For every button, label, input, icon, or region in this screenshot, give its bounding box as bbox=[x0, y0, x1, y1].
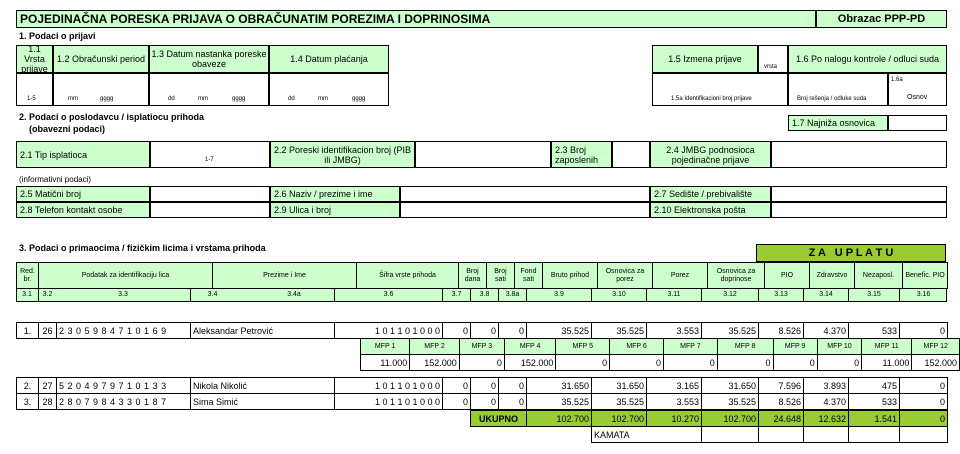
kamata-cell[interactable] bbox=[804, 427, 849, 443]
row-ime: Sima Simić bbox=[191, 394, 335, 410]
field-1-2-input[interactable] bbox=[53, 73, 149, 106]
col-nezaposl: Nezaposl. bbox=[855, 263, 903, 289]
kamata-cell[interactable] bbox=[702, 427, 759, 443]
mfp-label: MFP 8 bbox=[717, 339, 773, 355]
totals-table bbox=[470, 410, 948, 427]
mfp-value: 0 bbox=[459, 355, 504, 371]
field-2-1-label: 2.1 Tip isplatioca bbox=[16, 141, 150, 168]
code-3-15: 3.15 bbox=[848, 288, 899, 302]
field-2-9-input[interactable] bbox=[400, 202, 650, 218]
code-3-8a: 3.8a bbox=[498, 288, 526, 302]
field-1-6-broj-input[interactable] bbox=[788, 73, 888, 106]
total-porez: 10.270 bbox=[647, 411, 702, 427]
row-rb: 1. bbox=[17, 323, 39, 339]
field-2-10-input[interactable] bbox=[771, 202, 947, 218]
hint-dd: dd bbox=[168, 96, 175, 102]
mfp-label: MFP 12 bbox=[912, 339, 960, 355]
mfp-value: 11.000 bbox=[361, 355, 410, 371]
field-2-7-input[interactable] bbox=[771, 186, 947, 202]
mfp-label: MFP 3 bbox=[459, 339, 504, 355]
col-red-br: Red. br. bbox=[17, 263, 39, 289]
row-id: 5 2 0 4 9 7 9 7 1 0 1 3 3 bbox=[57, 378, 191, 394]
field-1-6a-input[interactable] bbox=[888, 73, 947, 106]
total-osn-porez: 102.700 bbox=[592, 411, 647, 427]
hint-mm: mm bbox=[198, 96, 208, 102]
col-sifra: Šifra vrste prihoda bbox=[357, 263, 459, 289]
field-1-7-input[interactable] bbox=[888, 115, 947, 131]
hint-gggg: gggg bbox=[232, 96, 246, 102]
code-3-16: 3.16 bbox=[899, 288, 947, 302]
col-identifikacija: Podatak za identifikaciju lica bbox=[39, 263, 213, 289]
row-nezaposl: 533 bbox=[849, 323, 900, 339]
row-n: 26 bbox=[39, 323, 57, 339]
section1-heading: 1. Podaci o prijavi bbox=[19, 31, 96, 41]
mfp-value: 152.000 bbox=[504, 355, 555, 371]
code-3-11: 3.11 bbox=[646, 288, 701, 302]
section2-heading: 2. Podaci o poslodavcu / isplatiocu prihoda bbox=[19, 112, 205, 122]
mfp-label: MFP 1 bbox=[361, 339, 410, 355]
row-dana: 0 bbox=[443, 323, 471, 339]
field-1-4-label: 1.4 Datum plaćanja bbox=[269, 45, 389, 73]
row-id: 2 3 0 5 9 8 4 7 1 0 1 6 9 bbox=[57, 323, 191, 339]
field-2-8-label: 2.8 Telefon kontakt osobe bbox=[16, 202, 150, 218]
hint-1-7: 1-7 bbox=[205, 157, 214, 163]
mfp-label: MFP 10 bbox=[817, 339, 861, 355]
hint-gggg: gggg bbox=[100, 96, 114, 102]
col-benefic-pio: Benefic. PIO bbox=[903, 263, 948, 289]
field-1-3-input[interactable] bbox=[149, 73, 269, 106]
total-bruto: 102.700 bbox=[527, 411, 592, 427]
code-3-6: 3.6 bbox=[334, 288, 442, 302]
field-2-10-label: 2.10 Elektronska pošta bbox=[650, 202, 771, 218]
field-1-3-label: 1.3 Datum nastanka poreske obaveze bbox=[149, 45, 269, 73]
field-2-5-input[interactable] bbox=[150, 186, 270, 202]
hint-dd: dd bbox=[288, 96, 295, 102]
row-nezaposl: 475 bbox=[849, 378, 900, 394]
row-osn-dop: 35.525 bbox=[702, 394, 759, 410]
field-2-5-label: 2.5 Matični broj bbox=[16, 186, 150, 202]
code-3-14: 3.14 bbox=[803, 288, 848, 302]
row-fond: 0 bbox=[499, 394, 527, 410]
row-osn-porez: 31.650 bbox=[592, 378, 647, 394]
code-3-1: 3.1 bbox=[22, 291, 32, 298]
section2-heading-sub: (obavezni podaci) bbox=[29, 124, 106, 134]
col-bruto: Bruto prihod bbox=[543, 263, 598, 289]
info-label: (informativni podaci) bbox=[19, 175, 92, 184]
total-osn-dop: 102.700 bbox=[702, 411, 759, 427]
code-3-12: 3.12 bbox=[701, 288, 758, 302]
row-zdravstvo: 4.370 bbox=[804, 323, 849, 339]
row-sati: 0 bbox=[471, 378, 499, 394]
row-bruto: 35.525 bbox=[527, 323, 592, 339]
hint-gggg: gggg bbox=[352, 96, 366, 102]
form-name: Obrazac PPP-PD bbox=[816, 10, 947, 28]
col-porez: Porez bbox=[653, 263, 708, 289]
row-fond: 0 bbox=[499, 378, 527, 394]
section3-heading: 3. Podaci o primaocima / fizičkim licima i vrstama prihoda bbox=[19, 243, 266, 253]
row-benefic: 0 bbox=[900, 323, 948, 339]
row-sati: 0 bbox=[471, 394, 499, 410]
col-osnovica-porez: Osnovica za porez bbox=[598, 263, 653, 289]
row-pio: 8.526 bbox=[759, 394, 804, 410]
mfp-label: MFP 4 bbox=[504, 339, 555, 355]
row-bruto: 31.650 bbox=[527, 378, 592, 394]
ukupno-label: UKUPNO bbox=[471, 411, 527, 427]
row-n: 28 bbox=[39, 394, 57, 410]
row-osn-dop: 35.525 bbox=[702, 323, 759, 339]
row-zdravstvo: 3.893 bbox=[804, 378, 849, 394]
mfp-value: 0 bbox=[817, 355, 861, 371]
row-zdravstvo: 4.370 bbox=[804, 394, 849, 410]
field-2-6-input[interactable] bbox=[400, 186, 650, 202]
col-prezime-ime: Prezime i Ime bbox=[213, 263, 357, 289]
row-osn-porez: 35.525 bbox=[592, 394, 647, 410]
field-1-5a-input[interactable] bbox=[652, 73, 788, 106]
row-nezaposl: 533 bbox=[849, 394, 900, 410]
code-3-10: 3.10 bbox=[591, 288, 646, 302]
row-ime: Nikola Nikolić bbox=[191, 378, 335, 394]
field-2-7-label: 2.7 Sedište / prebivalište bbox=[650, 186, 771, 202]
field-2-4-input[interactable] bbox=[771, 141, 947, 168]
field-1-6-label: 1.6 Po nalogu kontrole / odluci suda bbox=[788, 45, 947, 73]
mfp-label: MFP 7 bbox=[663, 339, 717, 355]
kamata-cell[interactable] bbox=[900, 427, 948, 443]
mfp-value: 0 bbox=[556, 355, 610, 371]
field-1-7-label: 1.7 Najniža osnovica bbox=[788, 115, 888, 131]
mfp-table bbox=[360, 338, 960, 371]
row-sifra: 1 0 1 1 0 1 0 0 0 bbox=[335, 323, 443, 339]
mfp-label: MFP 5 bbox=[556, 339, 610, 355]
hint-vrsta: vrsta bbox=[764, 64, 778, 70]
row-ime: Aleksandar Petrović bbox=[191, 323, 335, 339]
row-pio: 8.526 bbox=[759, 323, 804, 339]
row-sifra: 1 0 1 1 0 1 0 0 0 bbox=[335, 394, 443, 410]
mfp-value: 0 bbox=[663, 355, 717, 371]
row-id: 2 8 0 7 9 8 4 3 3 0 1 8 7 bbox=[57, 394, 191, 410]
field-1-4-input[interactable] bbox=[269, 73, 389, 106]
code-3-3: 3.3 bbox=[118, 291, 128, 298]
row-n: 27 bbox=[39, 378, 57, 394]
row-fond: 0 bbox=[499, 323, 527, 339]
row-osn-porez: 35.525 bbox=[592, 323, 647, 339]
code-3-8: 3.8 bbox=[470, 288, 498, 302]
row-bruto: 35.525 bbox=[527, 394, 592, 410]
code-3-9: 3.9 bbox=[526, 288, 591, 302]
mfp-value: 0 bbox=[773, 355, 817, 371]
row-rb: 3. bbox=[17, 394, 39, 410]
row-pio: 7.596 bbox=[759, 378, 804, 394]
field-2-3-input[interactable] bbox=[612, 141, 650, 168]
mfp-label: MFP 11 bbox=[862, 339, 912, 355]
za-uplatu-header: Z A U P L A T U bbox=[756, 244, 946, 262]
col-broj-sati: Broj sati bbox=[487, 263, 515, 289]
table-row[interactable] bbox=[17, 394, 948, 410]
row-porez: 3.165 bbox=[647, 378, 702, 394]
field-2-2-label: 2.2 Poreski identifikacion broj (PIB ili JMBG) bbox=[270, 141, 415, 168]
field-1-1-input[interactable] bbox=[16, 73, 53, 106]
field-2-6-label: 2.6 Naziv / prezime i ime bbox=[270, 186, 400, 202]
code-3-4a: 3.4a bbox=[287, 291, 301, 298]
mfp-label: MFP 6 bbox=[610, 339, 664, 355]
row-porez: 3.553 bbox=[647, 394, 702, 410]
table-row[interactable] bbox=[17, 378, 948, 394]
mfp-value: 0 bbox=[717, 355, 773, 371]
mfp-label: MFP 2 bbox=[410, 339, 460, 355]
col-fond-sati: Fond sati bbox=[515, 263, 543, 289]
mfp-value: 0 bbox=[610, 355, 664, 371]
row-rb: 2. bbox=[17, 378, 39, 394]
col-pio: PIO bbox=[765, 263, 810, 289]
field-2-3-label: 2.3 Broj zaposlenih bbox=[551, 141, 612, 168]
col-broj-dana: Broj dana bbox=[459, 263, 487, 289]
code-3-13: 3.13 bbox=[758, 288, 803, 302]
total-pio: 24.648 bbox=[759, 411, 804, 427]
kamata-table bbox=[591, 426, 948, 443]
table-row[interactable] bbox=[16, 322, 948, 339]
mfp-value: 152.000 bbox=[912, 355, 960, 371]
field-2-4-label: 2.4 JMBG podnosioca pojedinačne prijave bbox=[650, 141, 771, 168]
hint-broj-resenja: Broj rešenja / odluke suda bbox=[797, 96, 867, 102]
row-benefic: 0 bbox=[900, 378, 948, 394]
kamata-cell[interactable] bbox=[849, 427, 900, 443]
field-2-8-input[interactable] bbox=[150, 202, 270, 218]
hint-mm: mm bbox=[68, 96, 78, 102]
recipients-header bbox=[16, 262, 948, 289]
col-zdravstvo: Zdravstvo bbox=[810, 263, 855, 289]
code-3-2: 3.2 bbox=[38, 288, 56, 302]
hint-osnov: Osnov bbox=[907, 94, 928, 101]
row-dana: 0 bbox=[443, 394, 471, 410]
recipients-rows bbox=[16, 377, 948, 410]
field-2-2-input[interactable] bbox=[415, 141, 551, 168]
hint-1-6a: 1.6a bbox=[891, 77, 903, 83]
row-benefic: 0 bbox=[900, 394, 948, 410]
code-3-7: 3.7 bbox=[442, 288, 470, 302]
mfp-value: 152.000 bbox=[410, 355, 460, 371]
mfp-value: 11.000 bbox=[862, 355, 912, 371]
hint-1-5a: 1.5a Identifikacioni broj prijave bbox=[671, 96, 752, 102]
col-osnovica-doprinosi: Osnovica za doprinose bbox=[708, 263, 765, 289]
total-nezaposl: 1.541 bbox=[849, 411, 900, 427]
field-2-1-input[interactable] bbox=[150, 141, 270, 168]
field-1-2-label: 1.2 Obračunski period bbox=[53, 45, 149, 73]
field-1-5-vrsta[interactable] bbox=[758, 45, 788, 73]
row-osn-dop: 31.650 bbox=[702, 378, 759, 394]
hint-mm: mm bbox=[318, 96, 328, 102]
row-porez: 3.553 bbox=[647, 323, 702, 339]
form-title: POJEDINAČNA PORESKA PRIJAVA O OBRAČUNATIM POREZIMA I DOPRINOSIMA bbox=[16, 10, 816, 28]
row-sati: 0 bbox=[471, 323, 499, 339]
total-zdravstvo: 12.632 bbox=[804, 411, 849, 427]
kamata-label: KAMATA bbox=[592, 427, 702, 443]
kamata-cell[interactable] bbox=[759, 427, 804, 443]
hint-1-5: 1-5 bbox=[27, 96, 36, 102]
total-benefic: 0 bbox=[900, 411, 948, 427]
row-sifra: 1 0 1 1 0 1 0 0 0 bbox=[335, 378, 443, 394]
row-dana: 0 bbox=[443, 378, 471, 394]
field-1-1-label: 1.1 Vrsta prijave bbox=[16, 45, 53, 73]
field-1-5-label: 1.5 Izmena prijave bbox=[652, 45, 758, 73]
field-2-9-label: 2.9 Ulica i broj bbox=[270, 202, 400, 218]
code-3-4: 3.4 bbox=[190, 288, 234, 302]
mfp-label: MFP 9 bbox=[773, 339, 817, 355]
